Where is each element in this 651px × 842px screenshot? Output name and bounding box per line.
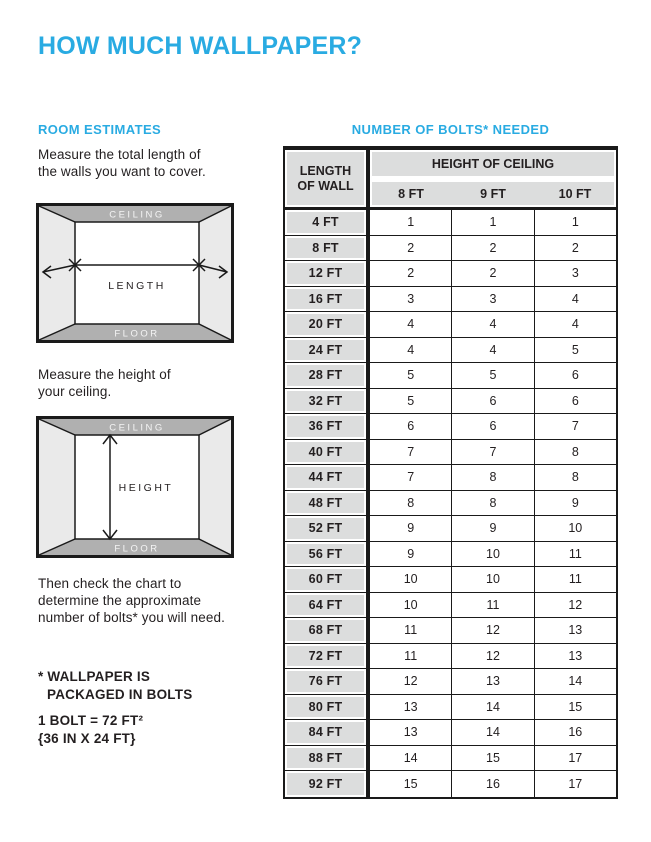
table-row	[285, 236, 616, 262]
wall-length-cell: 68 FT	[285, 618, 366, 643]
bolt-size-note: 1 BOLT = 72 FT² {36 IN X 24 FT}	[38, 713, 144, 746]
bolt-count-cell: 4	[451, 338, 533, 363]
bolt-count-cell: 1	[534, 210, 616, 235]
wall-length-cell: 8 FT	[285, 236, 366, 261]
left-wall-panel	[39, 419, 75, 555]
bolt-count-cell: 13	[534, 644, 616, 669]
bolt-count-cell: 5	[451, 363, 533, 388]
column-header-9ft: 9 FT	[480, 186, 506, 201]
table-row	[285, 669, 616, 695]
table-row	[285, 593, 616, 619]
table-row	[285, 567, 616, 593]
bolt-count-cell: 10	[403, 597, 418, 612]
height-label: HEIGHT	[118, 482, 174, 494]
bolt-count-cell: 4	[534, 312, 616, 337]
height-diagram	[36, 416, 234, 558]
table-row	[285, 720, 616, 746]
floor-label: FLOOR	[114, 328, 160, 340]
length-label: LENGTH	[108, 280, 166, 292]
bolt-count-cell: 10	[534, 516, 616, 541]
ceiling-height-columns	[370, 180, 616, 207]
wall-length-cell: 64 FT	[285, 593, 366, 618]
bolt-count-cell: 6	[407, 419, 415, 434]
table-row	[285, 414, 616, 440]
wall-length-cell: 44 FT	[285, 465, 366, 490]
table-row	[285, 440, 616, 466]
bolt-count-cell: 10	[451, 567, 533, 592]
bolt-count-cell: 6	[534, 363, 616, 388]
bolt-count-cell: 13	[534, 618, 616, 643]
bolt-count-cell: 15	[403, 776, 418, 791]
bolt-count-cell: 9	[407, 546, 415, 561]
bolt-count-cell: 1	[451, 210, 533, 235]
bolt-count-cell: 17	[534, 771, 616, 797]
bolt-count-cell: 5	[407, 393, 415, 408]
step2-text: Measure the height of your ceiling.	[38, 367, 171, 399]
table-row	[285, 465, 616, 491]
wall-length-cell: 4 FT	[285, 210, 366, 235]
bolt-count-cell: 5	[407, 368, 415, 383]
height-of-ceiling-header: HEIGHT OF CEILING	[370, 150, 616, 178]
bolt-count-cell: 2	[451, 236, 533, 261]
bolt-count-cell: 9	[534, 491, 616, 516]
bolts-needed-heading: NUMBER OF BOLTS* NEEDED	[351, 122, 550, 137]
wall-length-cell: 12 FT	[285, 261, 366, 286]
table-row	[285, 287, 616, 313]
bolt-count-cell: 14	[451, 695, 533, 720]
bolt-count-cell: 3	[407, 291, 415, 306]
table-row	[285, 261, 616, 287]
bolt-count-cell: 4	[407, 342, 415, 357]
table-header	[285, 150, 616, 210]
bolt-count-cell: 13	[403, 725, 418, 740]
wall-length-cell: 40 FT	[285, 440, 366, 465]
bolt-count-cell: 4	[407, 317, 415, 332]
wallpaper-footnote: * WALLPAPER IS PACKAGED IN BOLTS	[38, 669, 193, 702]
bolt-count-cell: 1	[407, 215, 415, 230]
column-header-10ft: 10 FT	[558, 186, 592, 201]
bolt-count-cell: 3	[451, 287, 533, 312]
bolt-count-cell: 8	[534, 465, 616, 490]
wall-length-cell: 92 FT	[285, 771, 366, 797]
table-row	[285, 644, 616, 670]
wall-length-cell: 60 FT	[285, 567, 366, 592]
bolt-count-cell: 8	[407, 495, 415, 510]
bolt-count-cell: 8	[451, 465, 533, 490]
wall-length-cell: 36 FT	[285, 414, 366, 439]
wall-length-cell: 52 FT	[285, 516, 366, 541]
table-row	[285, 746, 616, 772]
bolt-count-cell: 17	[534, 746, 616, 771]
bolt-count-cell: 6	[534, 389, 616, 414]
bolt-count-cell: 4	[534, 287, 616, 312]
bolt-count-cell: 14	[403, 750, 418, 765]
room-estimates-heading: ROOM ESTIMATES	[38, 122, 162, 137]
table-row	[285, 338, 616, 364]
page-title: HOW MUCH WALLPAPER?	[38, 32, 363, 60]
step1-text: Measure the total length of the walls you want to cover.	[38, 147, 206, 179]
table-column-divider	[366, 150, 370, 797]
bolt-count-cell: 10	[451, 542, 533, 567]
wall-length-cell: 16 FT	[285, 287, 366, 312]
table-row	[285, 389, 616, 415]
table-body	[285, 210, 616, 797]
bolt-count-cell: 7	[534, 414, 616, 439]
table-row	[285, 363, 616, 389]
table-row	[285, 210, 616, 236]
bolt-count-cell: 12	[451, 644, 533, 669]
bolt-count-cell: 7	[407, 444, 415, 459]
floor-label: FLOOR	[114, 543, 160, 555]
right-wall-panel	[199, 419, 231, 555]
bolt-count-cell: 4	[451, 312, 533, 337]
column-header-8ft: 8 FT	[398, 186, 424, 201]
length-diagram	[36, 203, 234, 343]
wall-length-cell: 84 FT	[285, 720, 366, 745]
ceiling-label: CEILING	[109, 422, 165, 434]
bolt-count-cell: 6	[451, 389, 533, 414]
wall-length-cell: 72 FT	[285, 644, 366, 669]
bolt-count-cell: 3	[534, 261, 616, 286]
bolt-count-cell: 14	[451, 720, 533, 745]
table-row	[285, 542, 616, 568]
bolt-count-cell: 11	[451, 593, 533, 618]
bolt-count-cell: 16	[451, 771, 533, 797]
wall-length-cell: 48 FT	[285, 491, 366, 516]
bolt-count-cell: 2	[534, 236, 616, 261]
table-row	[285, 618, 616, 644]
table-row	[285, 771, 616, 797]
bolt-count-cell: 16	[534, 720, 616, 745]
table-row	[285, 312, 616, 338]
wall-length-cell: 80 FT	[285, 695, 366, 720]
bolt-count-cell: 2	[451, 261, 533, 286]
bolt-count-cell: 11	[404, 623, 418, 638]
bolt-count-cell: 5	[534, 338, 616, 363]
back-wall-panel	[75, 222, 199, 324]
bolt-count-cell: 12	[451, 618, 533, 643]
wall-length-cell: 76 FT	[285, 669, 366, 694]
bolt-count-cell: 14	[534, 669, 616, 694]
bolt-count-cell: 2	[407, 266, 415, 281]
length-of-wall-header: LENGTH OF WALL	[285, 150, 366, 207]
table-row	[285, 695, 616, 721]
bolt-count-cell: 7	[407, 470, 415, 485]
bolt-count-cell: 12	[403, 674, 418, 689]
wall-length-cell: 32 FT	[285, 389, 366, 414]
bolt-count-cell: 12	[534, 593, 616, 618]
bolt-count-cell: 9	[407, 521, 415, 536]
bolt-count-cell: 6	[451, 414, 533, 439]
wall-length-cell: 56 FT	[285, 542, 366, 567]
bolt-count-cell: 11	[534, 567, 616, 592]
bolt-count-cell: 8	[534, 440, 616, 465]
wall-length-cell: 88 FT	[285, 746, 366, 771]
table-row	[285, 491, 616, 517]
bolts-table	[283, 146, 618, 799]
table-row	[285, 516, 616, 542]
bolt-count-cell: 7	[451, 440, 533, 465]
wall-length-cell: 24 FT	[285, 338, 366, 363]
bolt-count-cell: 10	[403, 572, 418, 587]
bolt-count-cell: 13	[451, 669, 533, 694]
bolt-count-cell: 15	[534, 695, 616, 720]
step3-text: Then check the chart to determine the approximate number of bolts* you will need.	[38, 576, 225, 625]
wall-length-cell: 20 FT	[285, 312, 366, 337]
ceiling-label: CEILING	[109, 209, 165, 221]
bolt-count-cell: 8	[451, 491, 533, 516]
bolt-count-cell: 11	[404, 648, 418, 663]
bolt-count-cell: 15	[451, 746, 533, 771]
bolt-count-cell: 9	[451, 516, 533, 541]
bolt-count-cell: 13	[403, 699, 418, 714]
bolt-count-cell: 2	[407, 240, 415, 255]
bolt-count-cell: 11	[534, 542, 616, 567]
wall-length-cell: 28 FT	[285, 363, 366, 388]
